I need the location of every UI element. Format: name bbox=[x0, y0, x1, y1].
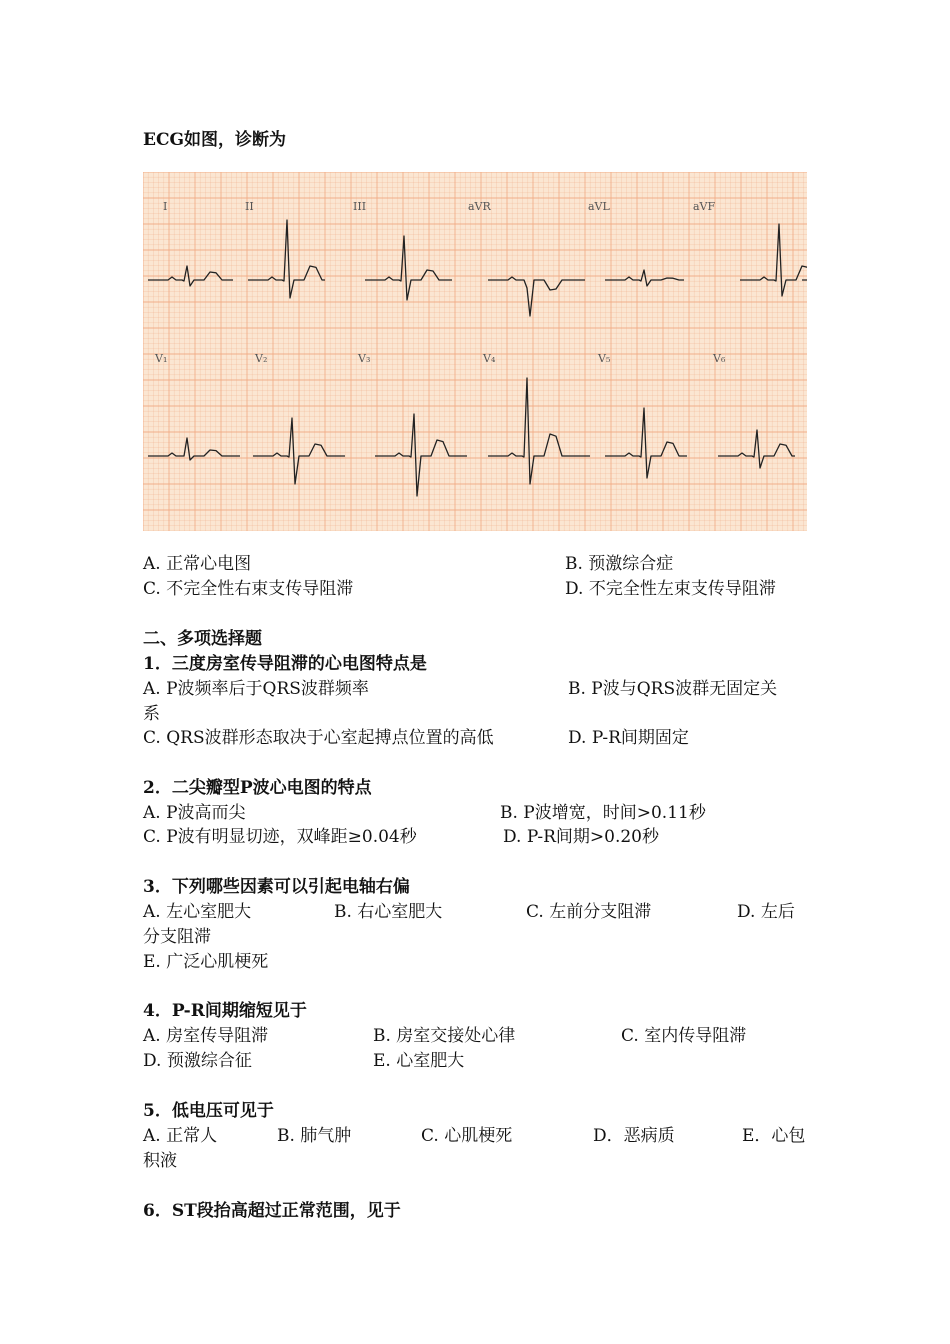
lead-label: V₄ bbox=[483, 352, 496, 365]
option-b: B. 预激综合症 bbox=[565, 554, 674, 574]
ecg-paper bbox=[143, 172, 807, 531]
lead-label: V₆ bbox=[713, 352, 726, 365]
q4-option-e: E. 心室肥大 bbox=[373, 1051, 465, 1071]
lead-label: aVL bbox=[588, 200, 610, 213]
lead-label: I bbox=[163, 200, 168, 213]
q4-option-b: B. 房室交接处心律 bbox=[373, 1026, 516, 1046]
lead-label: III bbox=[353, 200, 367, 213]
lead-label: II bbox=[245, 200, 254, 213]
question-4-stem: 4．P-R间期缩短见于 bbox=[143, 1001, 307, 1021]
q2-option-a: A. P波高而尖 bbox=[143, 803, 246, 823]
q1-option-a: A. P波频率后于QRS波群频率 bbox=[143, 679, 369, 699]
q2-option-b: B. P波增宽，时间>0.11秒 bbox=[500, 803, 706, 823]
q3-option-c: C. 左前分支阻滞 bbox=[526, 902, 652, 922]
q5-option-e-wrap: 积液 bbox=[143, 1151, 177, 1171]
q4-option-a: A. 房室传导阻滞 bbox=[143, 1026, 269, 1046]
q3-option-e: E. 广泛心肌梗死 bbox=[143, 952, 269, 972]
lead-label: V₅ bbox=[598, 352, 611, 365]
q2-option-d: D. P-R间期>0.20秒 bbox=[503, 827, 659, 847]
lead-label: V₁ bbox=[155, 352, 168, 365]
intro-text: ECG如图，诊断为 bbox=[143, 130, 287, 150]
ecg-figure bbox=[143, 172, 807, 531]
q3-option-b: B. 右心室肥大 bbox=[334, 902, 443, 922]
option-d: D. 不完全性左束支传导阻滞 bbox=[565, 579, 776, 599]
q1-option-b-wrap: 系 bbox=[143, 704, 160, 724]
q5-option-e: E．心包 bbox=[742, 1126, 806, 1146]
lead-label: V₃ bbox=[358, 352, 371, 365]
lead-label: aVR bbox=[468, 200, 491, 213]
option-c: C. 不完全性右束支传导阻滞 bbox=[143, 579, 354, 599]
q5-option-b: B. 肺气肿 bbox=[277, 1126, 352, 1146]
q5-option-c: C. 心肌梗死 bbox=[421, 1126, 513, 1146]
lead-label: V₂ bbox=[255, 352, 268, 365]
q1-option-d: D. P-R间期固定 bbox=[568, 728, 689, 748]
question-2-stem: 2．二尖瓣型P波心电图的特点 bbox=[143, 778, 372, 798]
option-a: A. 正常心电图 bbox=[143, 554, 252, 574]
q2-option-c: C. P波有明显切迹，双峰距≥0.04秒 bbox=[143, 827, 417, 847]
section-title: 二、多项选择题 bbox=[143, 629, 262, 649]
q3-option-d: D. 左后 bbox=[737, 902, 795, 922]
q4-option-c: C. 室内传导阻滞 bbox=[621, 1026, 747, 1046]
q5-option-a: A. 正常人 bbox=[143, 1126, 218, 1146]
question-5-stem: 5．低电压可见于 bbox=[143, 1101, 274, 1121]
q1-option-c: C. QRS波群形态取决于心室起搏点位置的高低 bbox=[143, 728, 494, 748]
q1-option-b: B. P波与QRS波群无固定关 bbox=[568, 679, 778, 699]
q3-option-d-wrap: 分支阻滞 bbox=[143, 927, 211, 947]
lead-label: aVF bbox=[693, 200, 716, 213]
q5-option-d: D．恶病质 bbox=[593, 1126, 675, 1146]
q3-option-a: A. 左心室肥大 bbox=[143, 902, 252, 922]
question-3-stem: 3．下列哪些因素可以引起电轴右偏 bbox=[143, 877, 410, 897]
question-6-stem: 6．ST段抬高超过正常范围，见于 bbox=[143, 1201, 401, 1221]
q4-option-d: D. 预激综合征 bbox=[143, 1051, 252, 1071]
question-1-stem: 1．三度房室传导阻滞的心电图特点是 bbox=[143, 654, 427, 674]
